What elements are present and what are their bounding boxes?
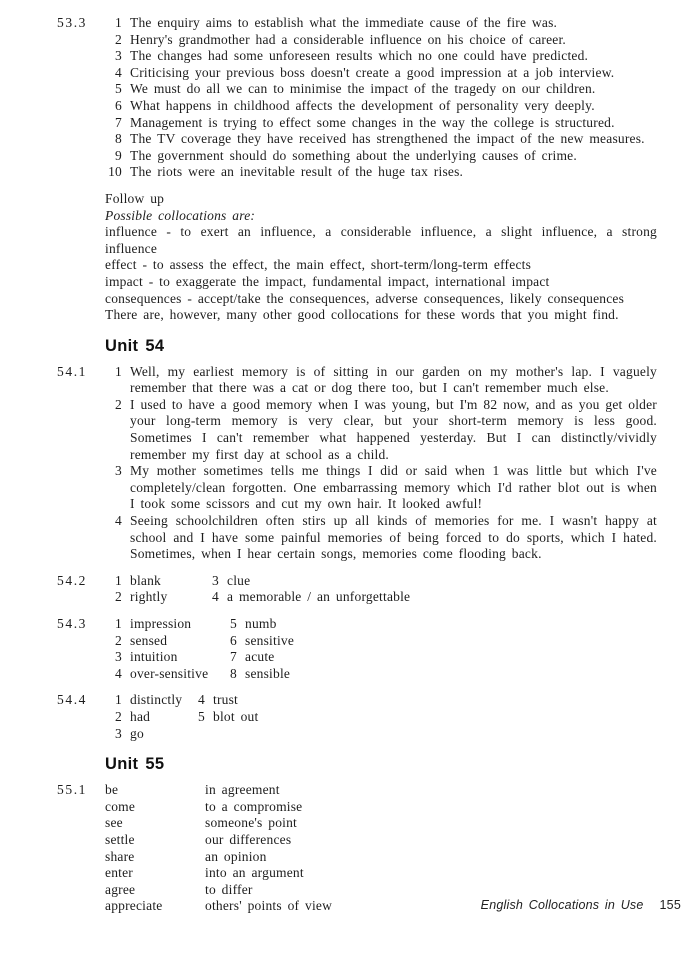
item-text: The riots were an inevitable result of the huge tax rises. [130, 164, 464, 180]
item-text: blank [130, 572, 161, 588]
answer-row [105, 649, 657, 666]
collocation-phrase: to a compromise [205, 798, 303, 814]
item-number: 3 [115, 463, 122, 479]
answer-row [105, 616, 657, 633]
collocation-phrase: our differences [205, 831, 292, 847]
item-number: 1 [115, 363, 122, 379]
item-number: 10 [108, 164, 122, 180]
exercise-label-53-3: 53.3 [57, 15, 88, 30]
item-text: acute [245, 649, 275, 665]
item-number: 1 [115, 572, 122, 588]
collocation-phrase: to differ [205, 881, 253, 897]
item-number: 5 [230, 616, 237, 631]
item-text: What happens in childhood affects the development of personality very deeply. [130, 97, 595, 113]
item-number: 5 [198, 708, 205, 724]
item-text: Criticising your previous boss doesn't create a good impression at a job interview. [130, 64, 615, 80]
answer-item [105, 65, 657, 82]
collocation-row [105, 815, 657, 832]
item-number [188, 726, 205, 743]
exercise-54-2 [57, 573, 657, 606]
exercise-body-54-1 [105, 364, 657, 563]
item-number: 4 [212, 589, 219, 605]
collocation-phrase: others' points of view [205, 898, 333, 914]
exercise-53-3 [57, 15, 657, 324]
item-number: 3 [115, 48, 122, 64]
collocation-verb: enter [105, 865, 133, 881]
exercise-label-54-2: 54.2 [57, 572, 88, 588]
follow-up-section [105, 191, 657, 324]
item-text: The changes had some unforeseen results which no one could have predicted. [130, 48, 589, 64]
item-text: blot out [213, 708, 259, 724]
item-text: had [130, 708, 151, 724]
follow-up-line: effect - to assess the effect, the main effect, short-term/long-term effects [105, 257, 532, 273]
answer-row [105, 709, 657, 726]
item-text: Seeing schoolchildren often stirs up all kinds of memories for me. I wasn't happy at school and I have some painful memories of being forced to do sports, which I hated. Sometimes, when I hear certain songs, memories come flooding back. [130, 513, 657, 562]
answer-item [105, 131, 657, 148]
follow-up-line: influence - to exert an influence, a considerable influence, a slight influence, a strong influence [105, 224, 657, 256]
follow-up-line: consequences - accept/take the consequences, adverse consequences, likely consequences [105, 290, 625, 306]
item-number: 7 [115, 114, 122, 130]
exercise-54-3 [57, 616, 657, 682]
collocation-row [105, 849, 657, 866]
page-content [57, 15, 657, 925]
collocation-verb: see [105, 815, 123, 831]
exercise-body-54-2 [105, 573, 657, 606]
page-number: 155 [659, 898, 681, 912]
exercise-body-55-1 [105, 782, 657, 915]
item-text: My mother sometimes tells me things I did or said when 1 was little but which I've completely/clean forgotten. One embarrassing memory which I'd rather blot out is when I took some scissors and cut my own hair. It looked awful! [130, 463, 657, 512]
collocation-row [105, 865, 657, 882]
item-number: 7 [230, 649, 237, 665]
item-text: sensitive [245, 632, 295, 648]
item-text: a memorable / an unforgettable [227, 589, 411, 605]
item-text: impression [130, 616, 192, 631]
collocation-phrase: in agreement [205, 782, 280, 798]
item-text: The TV coverage they have received has strengthened the impact of the new measures. [130, 131, 645, 147]
answer-item [105, 164, 657, 181]
answer-item [105, 15, 657, 32]
collocation-row [105, 782, 657, 799]
item-number: 9 [115, 147, 122, 163]
answer-item [105, 98, 657, 115]
item-number: 8 [115, 131, 122, 147]
answer-item [105, 513, 657, 563]
answer-item [105, 48, 657, 65]
collocation-phrase: someone's point [205, 815, 298, 831]
collocation-verb: share [105, 848, 135, 864]
answer-item [105, 115, 657, 132]
item-number: 8 [230, 665, 237, 681]
exercise-body-53-3 [105, 15, 657, 324]
item-number: 4 [115, 64, 122, 80]
item-number: 3 [115, 725, 122, 741]
item-number: 4 [198, 692, 205, 708]
item-text: The enquiry aims to establish what the immediate cause of the fire was. [130, 15, 558, 30]
unit-54-heading: Unit 54 [105, 336, 165, 355]
answer-row [105, 666, 657, 683]
item-number: 3 [115, 649, 122, 665]
answer-row [105, 633, 657, 650]
follow-up-subtitle: Possible collocations are: [105, 207, 256, 223]
answer-item [105, 32, 657, 49]
item-text: go [130, 725, 144, 741]
exercise-body-54-3 [105, 616, 657, 682]
answer-row [105, 726, 657, 743]
item-number: 4 [115, 513, 122, 529]
item-text: distinctly [130, 692, 183, 708]
exercise-54-4 [57, 692, 657, 742]
item-text: I used to have a good memory when I was young, but I'm 82 now, and as you get older your long-term memory is very clear, but your short-term memory is less good. Sometimes I can't remember what happened yesterday. But I can distinctly/vividly remember my first day at school as a child. [130, 396, 657, 462]
unit-55-heading: Unit 55 [105, 755, 165, 774]
item-text: numb [245, 616, 277, 631]
collocation-verb: agree [105, 881, 136, 897]
answer-item [105, 463, 657, 513]
follow-up-line: impact - to exaggerate the impact, fundamental impact, international impact [105, 273, 550, 289]
exercise-label-54-1: 54.1 [57, 363, 88, 379]
answer-row [105, 692, 657, 709]
item-text: Henry's grandmother had a considerable influence on his choice of career. [130, 31, 566, 47]
item-number: 2 [115, 632, 122, 648]
page-footer [481, 897, 681, 914]
item-number: 1 [115, 692, 122, 708]
answer-item [105, 81, 657, 98]
collocation-verb: appreciate [105, 898, 163, 914]
item-number: 2 [115, 589, 122, 605]
answer-row [105, 589, 657, 606]
collocation-row [105, 882, 657, 899]
item-text: The government should do something about the underlying causes of crime. [130, 147, 577, 163]
collocation-phrase: into an argument [205, 865, 304, 881]
item-number: 6 [115, 97, 122, 113]
item-text: over-sensitive [130, 665, 209, 681]
follow-up-line: There are, however, many other good collocations for these words that you might find. [105, 307, 619, 323]
exercise-54-1 [57, 364, 657, 563]
item-text: rightly [130, 589, 168, 605]
exercise-label-54-3: 54.3 [57, 616, 88, 631]
book-title: English Collocations in Use [480, 898, 644, 912]
collocation-verb: settle [105, 831, 135, 847]
collocation-row [105, 832, 657, 849]
item-number: 1 [115, 616, 122, 631]
item-number: 2 [115, 396, 122, 412]
collocation-row [105, 799, 657, 816]
item-text: sensed [130, 632, 168, 648]
collocation-phrase: an opinion [205, 848, 267, 864]
item-number: 5 [115, 81, 122, 97]
item-text: We must do all we can to minimise the impact of the tragedy on our children. [130, 81, 596, 97]
collocation-verb: come [105, 798, 136, 814]
item-text: Well, my earliest memory is of sitting in our garden on my mother's lap. I vaguely remember that there was a cat or dog there too, but I can't remember much else. [130, 363, 657, 396]
exercise-label-54-4: 54.4 [57, 692, 88, 708]
answer-item [105, 397, 657, 463]
collocation-verb: be [105, 782, 119, 798]
item-number: 2 [115, 31, 122, 47]
exercise-body-54-4 [105, 692, 657, 742]
exercise-label-55-1: 55.1 [57, 782, 88, 798]
item-text: clue [227, 572, 251, 588]
answer-row [105, 573, 657, 590]
item-text: Management is trying to effect some changes in the way the college is structured. [130, 114, 615, 130]
item-number: 3 [212, 572, 219, 588]
item-text: trust [213, 692, 239, 708]
item-number: 1 [115, 15, 122, 30]
answer-item [105, 364, 657, 397]
answer-item [105, 148, 657, 165]
item-text: intuition [130, 649, 178, 665]
item-number: 4 [115, 665, 122, 681]
exercise-55-1 [57, 782, 657, 915]
item-number: 6 [230, 632, 237, 648]
item-text: sensible [245, 665, 291, 681]
item-number: 2 [115, 708, 122, 724]
follow-up-title: Follow up [105, 190, 165, 206]
